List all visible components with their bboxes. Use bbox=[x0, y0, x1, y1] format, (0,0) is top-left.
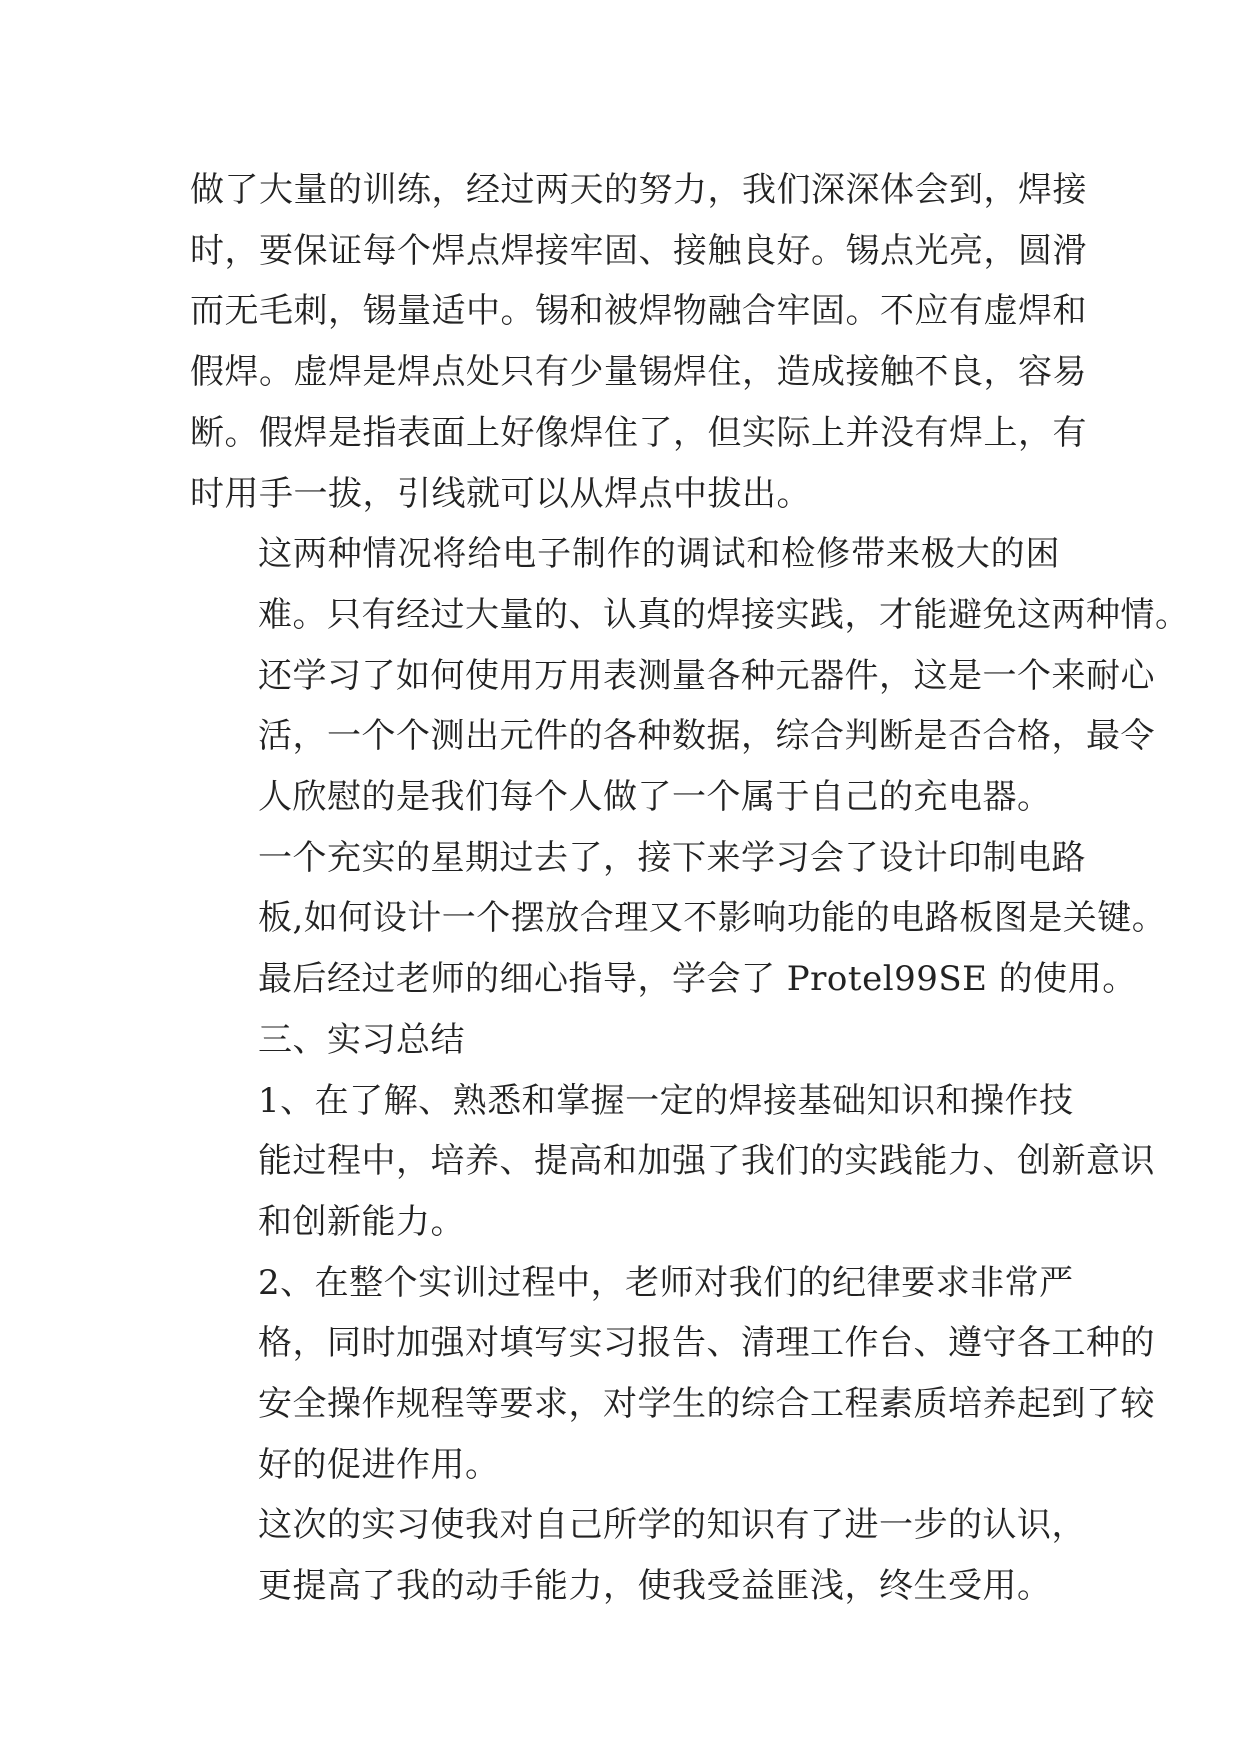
text-line: 一个充实的星期过去了，接下来学习会了设计印制电路 bbox=[258, 837, 1086, 878]
text-line: 假焊。虚焊是焊点处只有少量锡焊住，造成接触不良，容易 bbox=[190, 352, 1087, 393]
text-line: 难。只有经过大量的、认真的焊接实践，才能避免这两种情。 bbox=[258, 594, 1190, 635]
text-line: 更提高了我的动手能力，使我受益匪浅，终生受用。 bbox=[258, 1566, 1052, 1607]
section-heading-internship-summary bbox=[190, 1010, 1060, 1071]
document-body bbox=[190, 160, 1190, 1617]
text-line: 断。假焊是指表面上好像焊住了，但实际上并没有焊上，有 bbox=[190, 412, 1087, 453]
paragraph-circuit-board-design bbox=[190, 828, 1167, 1010]
text-line: 还学习了如何使用万用表测量各种元器件，这是一个来耐心 bbox=[258, 655, 1155, 696]
paragraph-conclusion bbox=[190, 1495, 1086, 1616]
section-heading-text: 三、实习总结 bbox=[258, 1019, 465, 1060]
text-line: 这次的实习使我对自己所学的知识有了进一步的认识， bbox=[258, 1505, 1086, 1546]
paragraph-welding-practice bbox=[190, 160, 1087, 524]
text-line: 这两种情况将给电子制作的调试和检修带来极大的困 bbox=[258, 534, 1060, 575]
text-line: 时用手一拔，引线就可以从焊点中拔出。 bbox=[190, 473, 811, 514]
text-line: 和创新能力。 bbox=[258, 1201, 465, 1242]
text-line: 最后经过老师的细心指导，学会了 Protel99SE 的使用。 bbox=[258, 959, 1137, 1000]
summary-item-2 bbox=[190, 1253, 1155, 1496]
text-line: 而无毛刺，锡量适中。锡和被焊物融合牢固。不应有虚焊和 bbox=[190, 291, 1087, 332]
text-line: 2、在整个实训过程中，老师对我们的纪律要求非常严 bbox=[258, 1262, 1074, 1303]
text-line: 能过程中，培养、提高和加强了我们的实践能力、创新意识 bbox=[258, 1141, 1155, 1182]
paragraph-soldering-difficulty bbox=[190, 524, 1190, 828]
text-line: 时，要保证每个焊点焊接牢固、接触良好。锡点光亮，圆滑 bbox=[190, 230, 1087, 271]
text-line: 做了大量的训练，经过两天的努力，我们深深体会到，焊接 bbox=[190, 170, 1087, 210]
text-line: 板,如何设计一个摆放合理又不影响功能的电路板图是关键。 bbox=[258, 898, 1167, 939]
summary-item-1 bbox=[190, 1071, 1155, 1253]
text-line: 格，同时加强对填写实习报告、清理工作台、遵守各工种的 bbox=[258, 1323, 1155, 1364]
text-line: 1、在了解、熟悉和掌握一定的焊接基础知识和操作技 bbox=[258, 1080, 1074, 1121]
text-line: 人欣慰的是我们每个人做了一个属于自己的充电器。 bbox=[258, 777, 1052, 818]
text-line: 安全操作规程等要求，对学生的综合工程素质培养起到了较 bbox=[258, 1384, 1155, 1425]
text-line: 活，一个个测出元件的各种数据，综合判断是否合格，最令 bbox=[258, 716, 1155, 757]
text-line: 好的促进作用。 bbox=[258, 1444, 500, 1485]
